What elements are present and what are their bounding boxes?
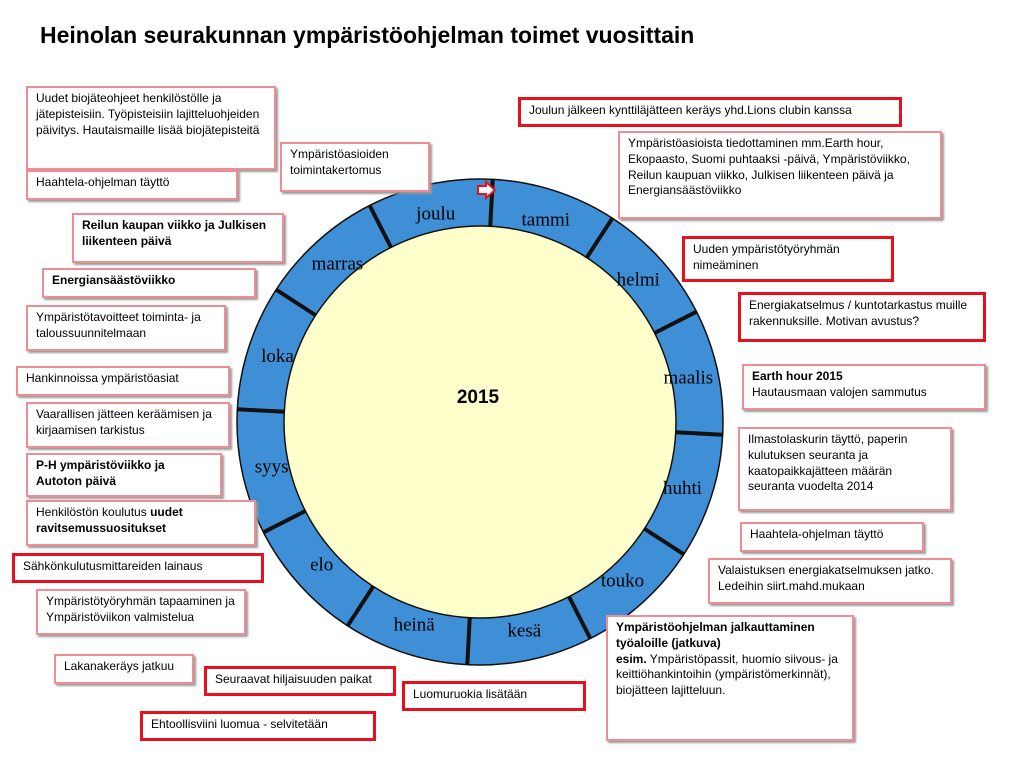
month-divider [237, 409, 284, 411]
note-ph-ymparistoviikko: P-H ympäristöviikko ja Autoton päivä [26, 453, 222, 497]
month-label-2: maalis [663, 367, 714, 389]
month-label-8: syys [254, 456, 289, 478]
note-vaarallinen-jate: Vaarallisen jätteen keräämisen ja kirjaamisen tarkistus [26, 402, 230, 448]
esim-label: esim. [616, 651, 647, 666]
note-earth-hour [742, 364, 986, 410]
month-label-9: loka [261, 346, 294, 368]
month-label-11: joulu [416, 203, 456, 225]
note-biojateohjeet: Uudet biojäteohjeet henkilöstölle ja jätepisteisiin. Työpisteisiin lajitteluohjeiden päivitys. Hautaismaille lisää biojätepisteitä [26, 86, 276, 170]
jalkauttaminen-text: Ympäristöpassit, huomio siivous- ja keittiöhankintoihin (ympäristömerkinnät), biojätteen lajitteluun. [616, 651, 838, 698]
koulutus-text: Henkilöstön koulutus [36, 505, 151, 519]
month-divider [467, 618, 469, 665]
note-energiansaastoviikko: Energiansäästöviikko [42, 268, 256, 298]
month-divider [676, 432, 723, 434]
note-jalkauttaminen [606, 615, 854, 741]
month-label-10: marras [311, 253, 364, 275]
note-tyoryhman-nimeaminen: Uuden ympäristötyöryhmän nimeäminen [682, 236, 894, 282]
jalkauttaminen-title: Ympäristöohjelman jalkauttaminen työaloille (jatkuva) [616, 620, 815, 650]
month-label-7: elo [310, 554, 334, 576]
note-haahtela-right: Haahtela-ohjelman täyttö [740, 522, 924, 552]
month-label-3: huhti [663, 477, 703, 499]
year-label: 2015 [456, 387, 500, 408]
note-ymparistotavoitteet: Ympäristötavoitteet toiminta- ja taloussuunnitelmaan [26, 305, 226, 351]
note-lakanakerays: Lakanakeräys jatkuu [54, 654, 194, 684]
note-ehtoollisviini: Ehtoollisviini luomua - selvitetään [140, 711, 376, 741]
note-reilun-kaupan: Reilun kaupan viikko ja Julkisen liikenteen päivä [72, 213, 284, 263]
note-toimintakertomus: Ympäristöasioiden toimintakertomus [280, 142, 430, 192]
earth-hour-text: Hautausmaan valojen sammutus [752, 384, 927, 399]
note-valaistus: Valaistuksen energiakatselmuksen jatko. Ledeihin siirt.mahd.mukaan [708, 558, 952, 604]
month-label-4: touko [600, 570, 645, 592]
month-label-0: tammi [521, 209, 571, 231]
note-ilmastolaskuri: Ilmastolaskurin täyttö, paperin kulutuksen seuranta ja kaatopaikkajätteen määrän seuranta vuodelta 2014 [738, 427, 952, 511]
month-label-6: heinä [393, 614, 435, 636]
page-title: Heinolan seurakunnan ympäristöohjelman toimet vuosittain [40, 22, 695, 48]
ravitsemus-text: uudet ravitsemussuositukset [36, 505, 183, 535]
note-sahkonkulutusmittarit: Sähkönkulutusmittareiden lainaus [12, 553, 264, 583]
note-energiakatselmus: Energiakatselmus / kuntotarkastus muille rakennuksille. Motivan avustus? [738, 292, 986, 342]
note-luomuruoat: Luomuruokia lisätään [402, 681, 586, 711]
note-haahtela-left: Haahtela-ohjelman täyttö [26, 170, 238, 200]
note-henkiloston-koulutus [26, 500, 256, 546]
note-tyoryhman-tapaaminen: Ympäristötyöryhmän tapaaminen ja Ympäristöviikon valmistelua [36, 589, 246, 635]
note-kynttilajate: Joulun jälkeen kynttiläjätteen keräys yhd.Lions clubin kanssa [518, 97, 902, 127]
note-hiljaisuuden-paikat: Seuraavat hiljaisuuden paikat [204, 666, 396, 696]
note-tiedottaminen: Ympäristöasioista tiedottaminen mm.Earth hour, Ekopaasto, Suomi puhtaaksi -päivä, Ympäristöviikko, Reilun kaupuan viikko, Julkisen liikenteen päivä ja Energiansäästöviikko [618, 131, 942, 219]
month-label-1: helmi [616, 269, 660, 291]
earth-hour-title: Earth hour 2015 [752, 369, 843, 383]
month-label-5: kesä [507, 620, 542, 642]
note-hankinnat: Hankinnoissa ympäristöasiat [16, 366, 230, 396]
